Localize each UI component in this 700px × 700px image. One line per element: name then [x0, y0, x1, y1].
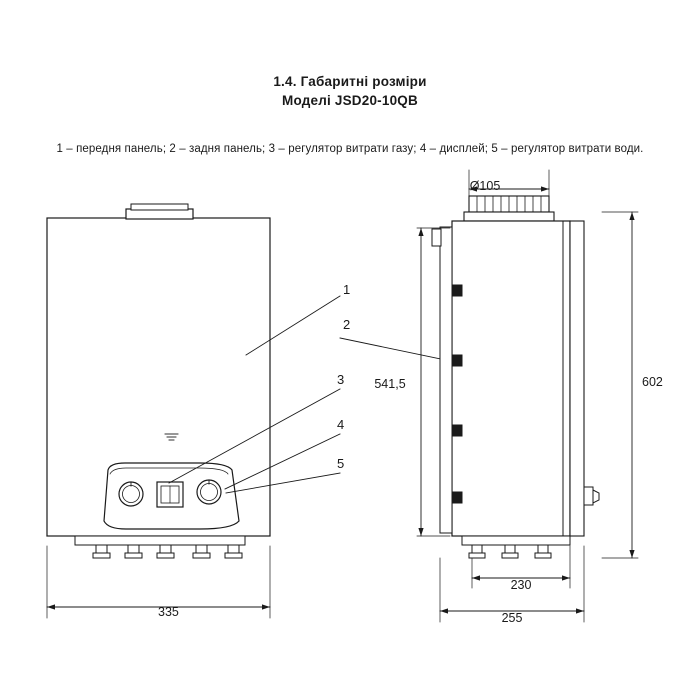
callout-label-2: 2 [343, 317, 351, 332]
dimension-side-depth-inner: 230 [510, 578, 532, 592]
callout-label-3: 3 [337, 372, 345, 387]
dimension-side-depth-outer: 255 [501, 611, 523, 625]
dimension-height-total: 602 [642, 375, 663, 389]
callout-label-4: 4 [337, 417, 345, 432]
dimension-flue-diameter: Ø105 [469, 179, 501, 193]
section-heading: 1.4. Габаритні розміри [273, 74, 427, 89]
side-view [417, 170, 638, 622]
callout-label-1: 1 [343, 282, 351, 297]
dimension-front-width: 335 [158, 605, 179, 619]
callout-label-5: 5 [337, 456, 345, 471]
front-view [47, 204, 270, 618]
legend-text: 1 – передня панель; 2 – задня панель; 3 – регулятор витрати газу; 4 – дисплей; 5 – регулятор витрати води. [56, 143, 644, 155]
dimension-height-partial: 541,5 [374, 377, 406, 391]
model-heading: Моделі JSD20-10QB [282, 93, 418, 108]
